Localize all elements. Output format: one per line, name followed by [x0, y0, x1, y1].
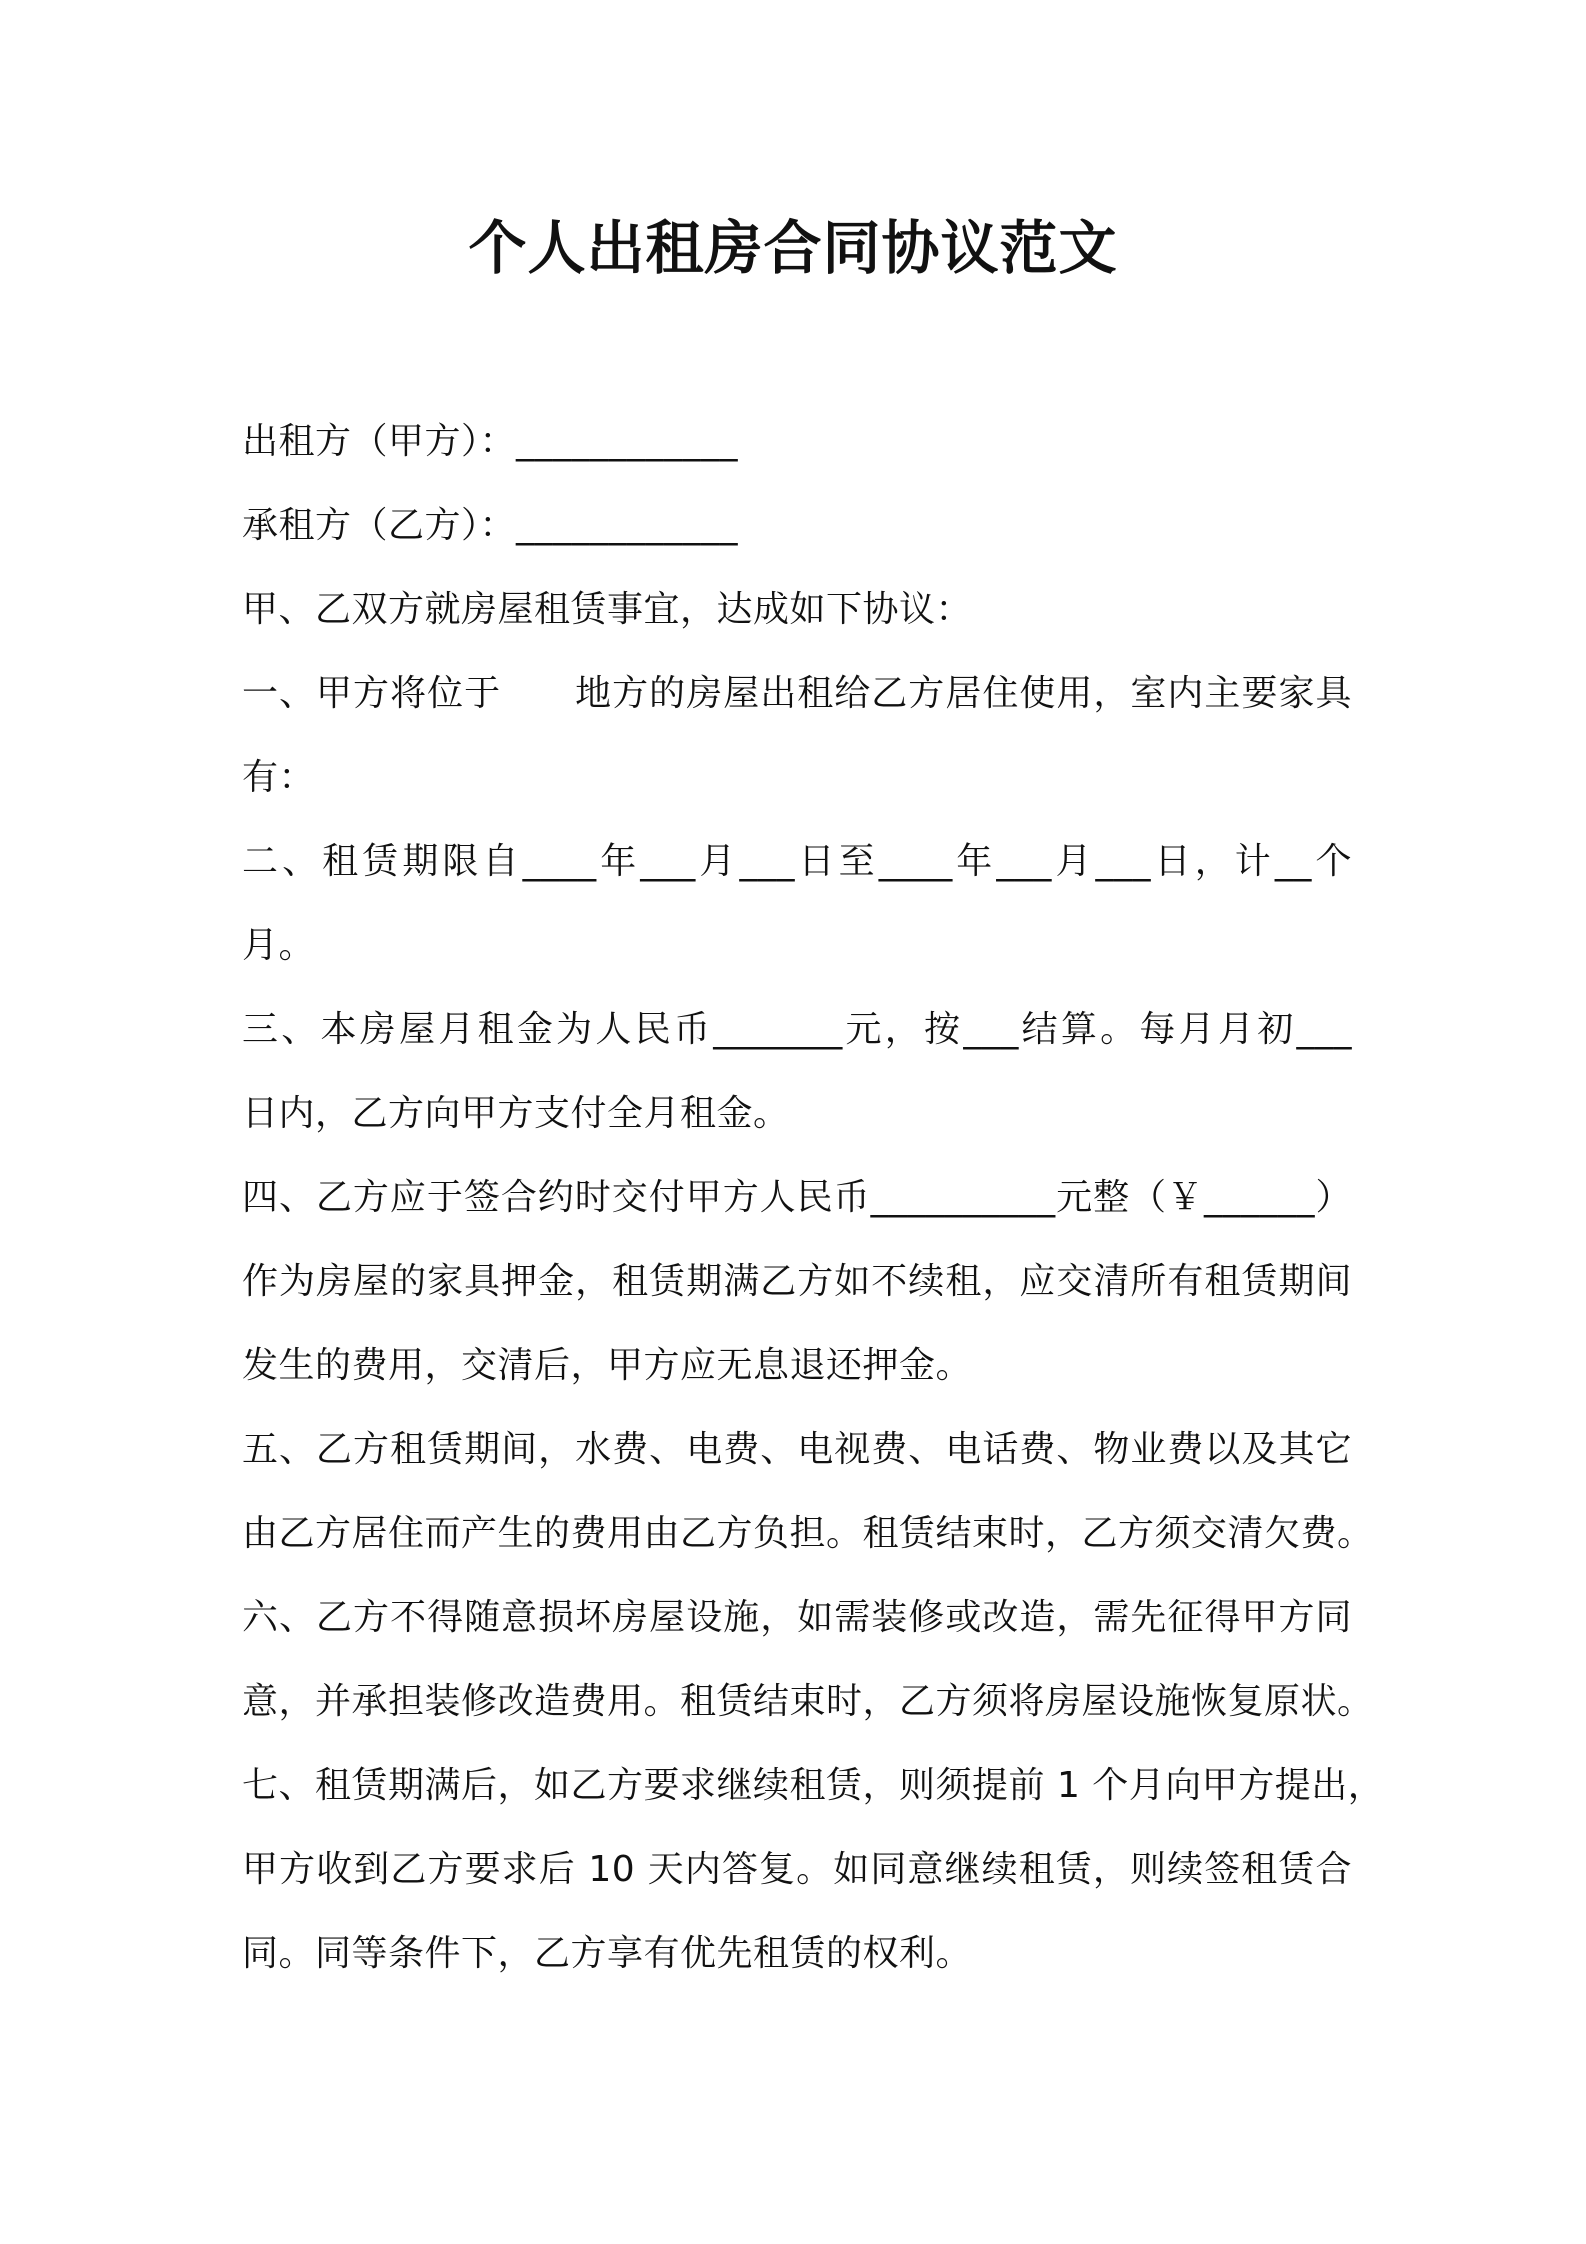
clause-5-line-2: 由乙方居住而产生的费用由乙方负担。租赁结束时，乙方须交清欠费。 [242, 1513, 1374, 1554]
agreement-intro: 甲、乙双方就房屋租赁事宜，达成如下协议： [242, 589, 973, 630]
clause-7-line-2: 甲方收到乙方要求后 10 天内答复。如同意继续租赁，则续签租赁合 [242, 1849, 1352, 1890]
lessor-line: 出租方（甲方）：____________ [242, 421, 739, 462]
clause-3-line-1: 三、本房屋月租金为人民币_______元，按___结算。每月月初___ [242, 1009, 1352, 1050]
clause-2-line-1: 二、租赁期限自____年___月___日至____年___月___日，计__个 [242, 841, 1352, 882]
clause-6-line-1: 六、乙方不得随意损坏房屋设施，如需装修或改造，需先征得甲方同 [242, 1597, 1352, 1638]
document-title: 个人出租房合同协议范文 [468, 214, 1118, 282]
clause-5-line-1: 五、乙方租赁期间，水费、电费、电视费、电话费、物业费以及其它 [242, 1429, 1352, 1470]
clause-2-line-2: 月。 [242, 925, 316, 966]
clause-4-line-1: 四、乙方应于签合约时交付甲方人民币__________元整（￥______） [242, 1177, 1352, 1218]
clause-4-line-2: 作为房屋的家具押金，租赁期满乙方如不续租，应交清所有租赁期间 [242, 1261, 1352, 1302]
clause-6-line-2: 意，并承担装修改造费用。租赁结束时，乙方须将房屋设施恢复原状。 [242, 1681, 1374, 1722]
clause-1-line-2: 有： [242, 757, 316, 798]
clause-7-line-3: 同。同等条件下，乙方享有优先租赁的权利。 [242, 1933, 973, 1974]
lessee-line: 承租方（乙方）：____________ [242, 505, 739, 546]
clause-3-line-2: 日内，乙方向甲方支付全月租金。 [242, 1093, 790, 1134]
clause-4-line-3: 发生的费用，交清后，甲方应无息退还押金。 [242, 1345, 973, 1386]
clause-7-line-1: 七、租赁期满后，如乙方要求继续租赁，则须提前 1 个月向甲方提出， [242, 1765, 1385, 1806]
document-body [242, 400, 1385, 1996]
clause-1-line-1: 一、甲方将位于 地方的房屋出租给乙方居住使用，室内主要家具 [242, 673, 1352, 714]
